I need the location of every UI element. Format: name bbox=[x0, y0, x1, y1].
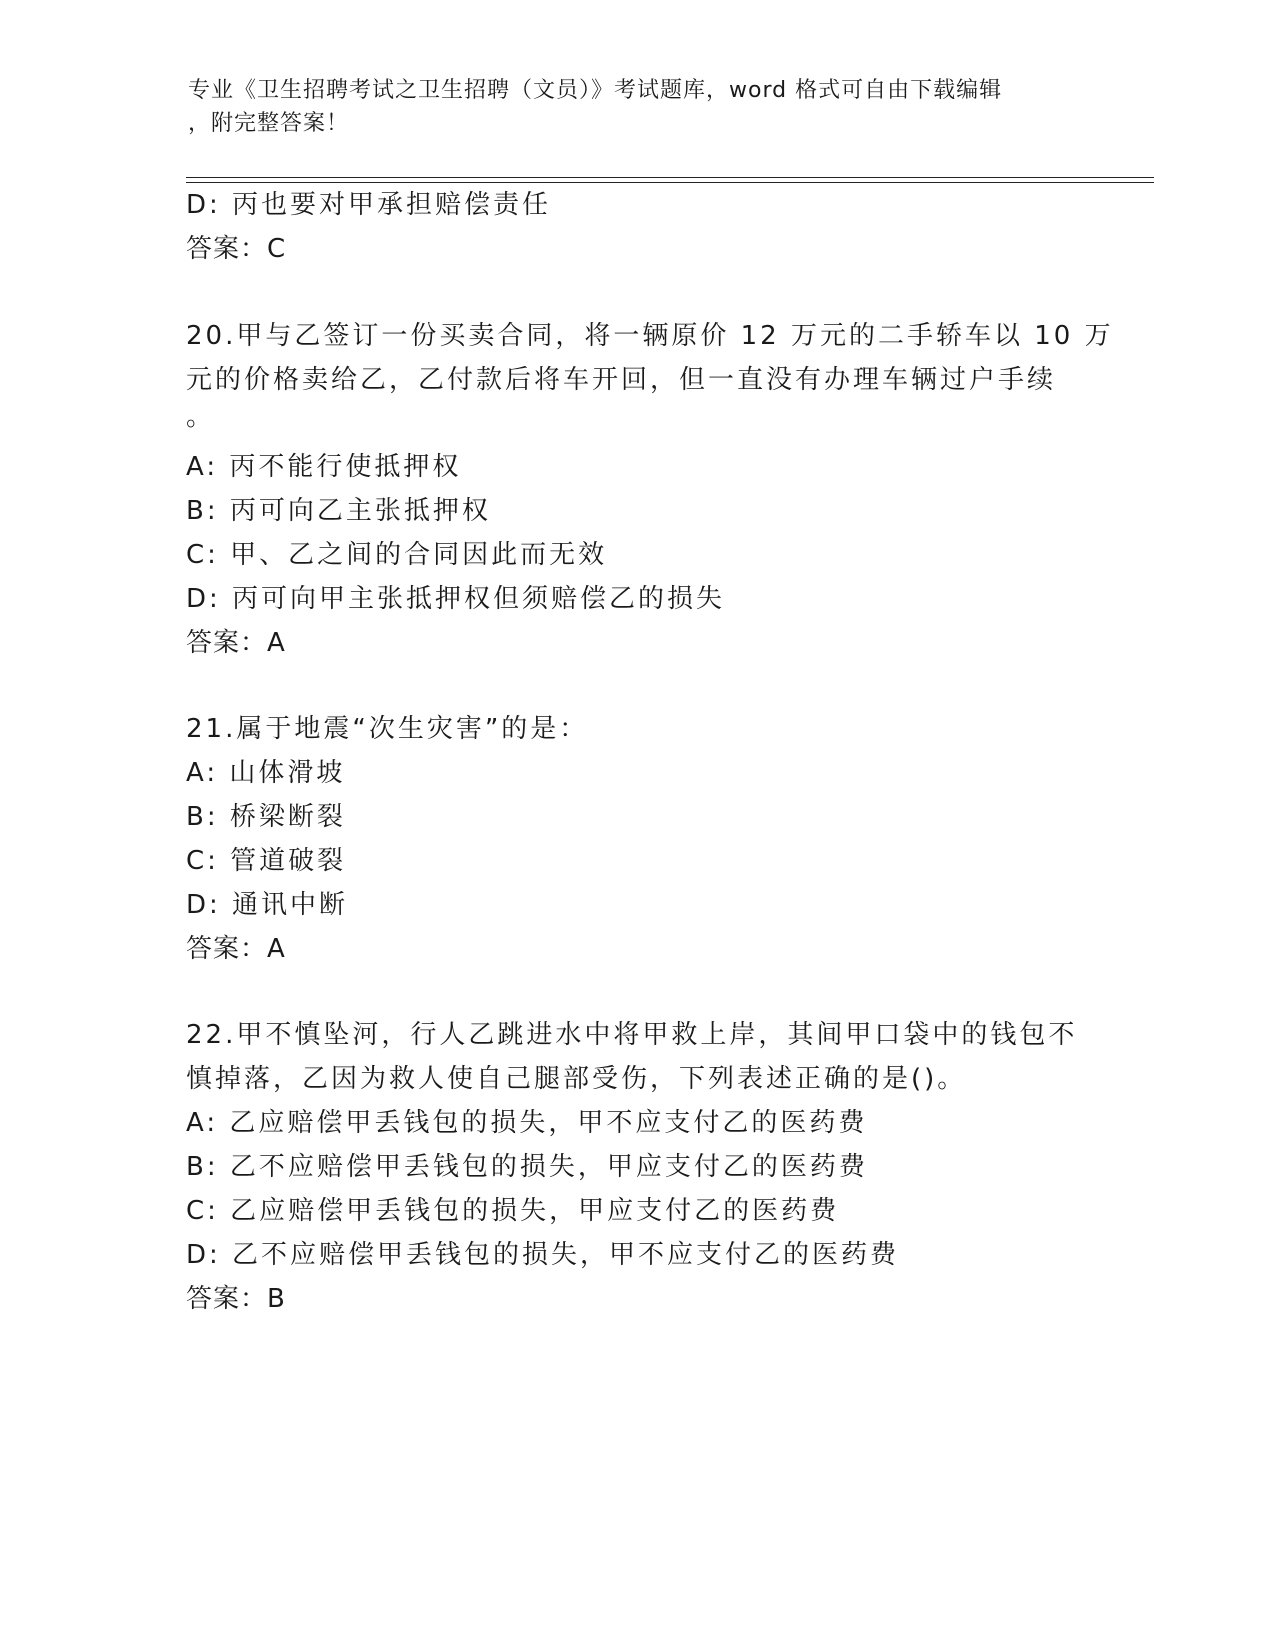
question-21-text: 21.属于地震“次生灾害”的是： bbox=[186, 714, 589, 744]
question-20-answer: 答案：A bbox=[186, 628, 286, 658]
question-21-option-d: D: 通讯中断 bbox=[186, 890, 349, 920]
header-divider-top bbox=[186, 177, 1154, 178]
question-20-option-d: D: 丙可向甲主张抵押权但须赔偿乙的损失 bbox=[186, 584, 726, 614]
question-21-answer: 答案：A bbox=[186, 934, 286, 964]
question-22-option-b: B: 乙不应赔偿甲丢钱包的损失，甲应支付乙的医药费 bbox=[186, 1152, 868, 1182]
question-20-text-line-2: 元的价格卖给乙，乙付款后将车开回，但一直没有办理车辆过户手续 bbox=[186, 365, 1057, 395]
question-20-option-a: A: 丙不能行使抵押权 bbox=[186, 452, 462, 482]
question-22-option-d: D: 乙不应赔偿甲丢钱包的损失，甲不应支付乙的医药费 bbox=[186, 1240, 900, 1270]
question-21-option-c: C: 管道破裂 bbox=[186, 846, 347, 876]
question-22-answer: 答案：B bbox=[186, 1284, 286, 1314]
question-20-text-line-3: 。 bbox=[186, 402, 216, 432]
question-21-option-a: A: 山体滑坡 bbox=[186, 758, 346, 788]
question-20-option-b: B: 丙可向乙主张抵押权 bbox=[186, 496, 491, 526]
prev-question-answer: 答案：C bbox=[186, 234, 287, 264]
question-22-option-a: A: 乙应赔偿甲丢钱包的损失，甲不应支付乙的医药费 bbox=[186, 1108, 868, 1138]
question-22-option-c: C: 乙应赔偿甲丢钱包的损失，甲应支付乙的医药费 bbox=[186, 1196, 840, 1226]
header-title-line-2: ，附完整答案！ bbox=[188, 111, 350, 136]
document-header bbox=[188, 74, 1068, 140]
question-20-text-line-1: 20.甲与乙签订一份买卖合同，将一辆原价 12 万元的二手轿车以 10 万 bbox=[186, 321, 1114, 351]
question-22-text-line-1: 22.甲不慎坠河，行人乙跳进水中将甲救上岸，其间甲口袋中的钱包不 bbox=[186, 1020, 1078, 1050]
question-20-option-c: C: 甲、乙之间的合同因此而无效 bbox=[186, 540, 608, 570]
question-22-text-line-2: 慎掉落，乙因为救人使自己腿部受伤，下列表述正确的是()。 bbox=[186, 1064, 967, 1094]
header-title-line-1: 专业《卫生招聘考试之卫生招聘（文员）》考试题库，word 格式可自由下载编辑 bbox=[188, 78, 1003, 103]
question-21-option-b: B: 桥梁断裂 bbox=[186, 802, 346, 832]
prev-question-option-d: D: 丙也要对甲承担赔偿责任 bbox=[186, 190, 552, 220]
header-divider-bottom bbox=[186, 182, 1154, 183]
